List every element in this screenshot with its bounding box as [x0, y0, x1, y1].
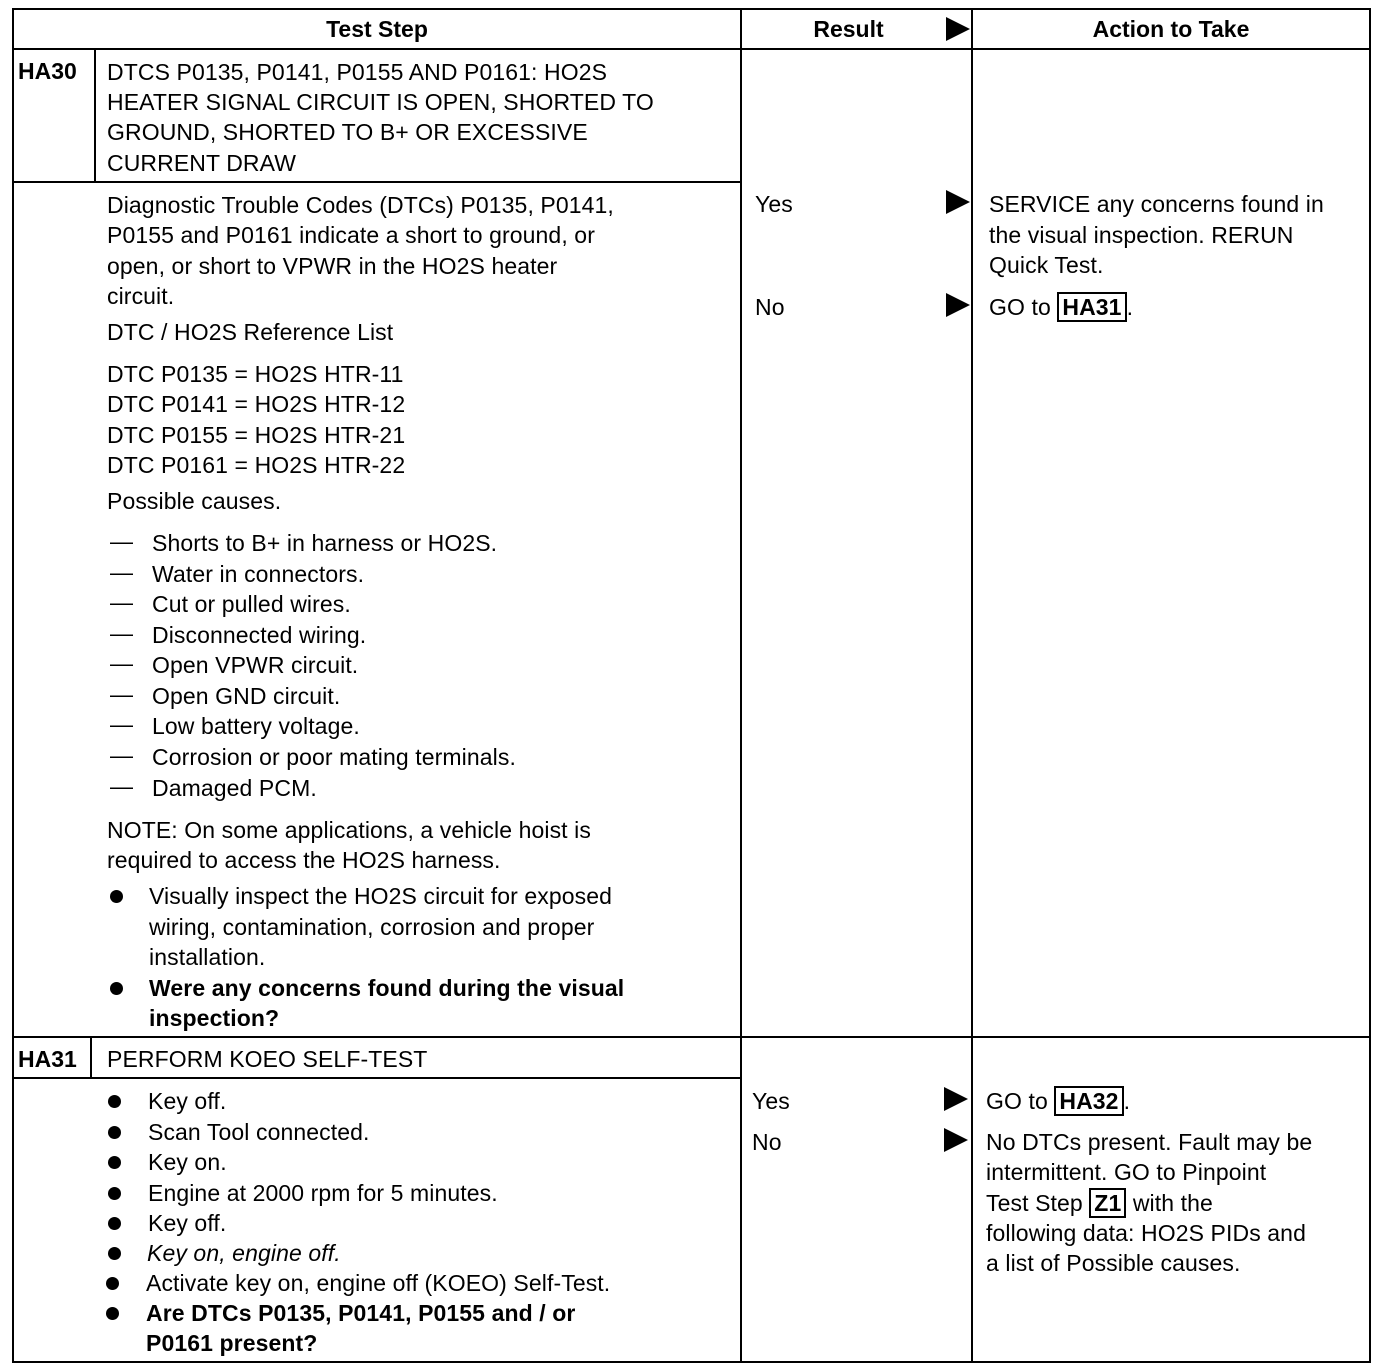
ha30-step-id: HA30 [18, 58, 77, 84]
dash-bullet-icon: — [110, 559, 133, 585]
result-arrow-icon [944, 1087, 968, 1111]
ha32-step-link[interactable]: HA32 [1054, 1086, 1123, 1116]
ha31-question-line: Are DTCs P0135, P0141, P0155 and / or [146, 1300, 576, 1326]
ha30-result-yes: Yes [755, 191, 793, 217]
ha30-question-line: Were any concerns found during the visual [149, 975, 625, 1001]
ha31-no-action-suffix: with the [1132, 1190, 1213, 1216]
table-bottom-border [12, 1361, 1371, 1363]
result-arrow-icon [946, 190, 970, 214]
bullet-dot-icon [110, 890, 123, 903]
ha30-yes-action-line: SERVICE any concerns found in [989, 191, 1324, 217]
ha30-yes-action-line: Quick Test. [989, 252, 1104, 278]
dash-bullet-icon: — [110, 742, 133, 768]
ha31-step-item: Key off. [148, 1210, 227, 1236]
ha30-title-line: DTCS P0135, P0141, P0155 AND P0161: HO2S [107, 59, 608, 85]
ha30-no-action-suffix: . [1126, 294, 1134, 320]
dash-bullet-icon: — [110, 681, 133, 707]
header-bottom-rule [12, 48, 1371, 50]
header-test-step: Test Step [326, 16, 428, 42]
step-separator-rule [12, 1036, 1371, 1038]
ha30-cause-item: Open VPWR circuit. [152, 652, 359, 678]
ha30-cause-item: Disconnected wiring. [152, 622, 367, 648]
header-result: Result [813, 16, 884, 42]
bullet-dot-icon [108, 1095, 121, 1108]
ha30-ref-list-item: DTC P0141 = HO2S HTR-12 [107, 391, 406, 417]
ha31-title: PERFORM KOEO SELF-TEST [107, 1046, 428, 1072]
ha30-ref-list-item: DTC P0161 = HO2S HTR-22 [107, 452, 406, 478]
ha30-intro-line: circuit. [107, 283, 175, 309]
dash-bullet-icon: — [110, 589, 133, 615]
bullet-dot-icon [108, 1126, 121, 1139]
bullet-dot-icon [108, 1247, 121, 1260]
ha30-yes-action-line: the visual inspection. RERUN [989, 222, 1294, 248]
ha30-cause-item: Cut or pulled wires. [152, 591, 351, 617]
ha31-id-divider [90, 1038, 92, 1078]
ha30-result-no: No [755, 294, 785, 320]
dash-bullet-icon: — [110, 620, 133, 646]
ha31-no-action-line: a list of Possible causes. [986, 1250, 1241, 1276]
result-arrow-icon [946, 293, 970, 317]
ha30-cause-item: Damaged PCM. [152, 775, 317, 801]
ha31-yes-action [986, 1086, 1130, 1117]
ha31-no-action-line: No DTCs present. Fault may be [986, 1129, 1313, 1155]
ha31-step-item: Scan Tool connected. [148, 1119, 370, 1145]
ha31-no-action-line: intermittent. GO to Pinpoint [986, 1159, 1267, 1185]
ha31-step-item: Engine at 2000 rpm for 5 minutes. [148, 1180, 498, 1206]
ha30-cause-item: Shorts to B+ in harness or HO2S. [152, 530, 498, 556]
ha31-step-item: Key off. [148, 1088, 227, 1114]
bullet-dot-icon [106, 1307, 119, 1320]
ha30-note-line: NOTE: On some applications, a vehicle hoist is [107, 817, 591, 843]
ha30-instruction-line: wiring, contamination, corrosion and proper [149, 914, 595, 940]
ha30-note-line: required to access the HO2S harness. [107, 847, 501, 873]
ha30-title-line: HEATER SIGNAL CIRCUIT IS OPEN, SHORTED TO [107, 89, 654, 115]
ha31-step-item: Key on. [148, 1149, 227, 1175]
ha30-intro-line: Diagnostic Trouble Codes (DTCs) P0135, P0141, [107, 192, 614, 218]
ha30-no-action [989, 292, 1133, 323]
result-arrow-icon [944, 1128, 968, 1152]
ha31-yes-action-prefix: GO to [986, 1088, 1048, 1114]
bullet-dot-icon [106, 1277, 119, 1290]
z1-step-link[interactable]: Z1 [1089, 1188, 1126, 1218]
result-column-divider [740, 8, 742, 1363]
ha30-ref-list-item: DTC P0155 = HO2S HTR-21 [107, 422, 406, 448]
ha31-result-yes: Yes [752, 1088, 790, 1114]
dash-bullet-icon: — [110, 773, 133, 799]
ha30-ref-list-item: DTC P0135 = HO2S HTR-11 [107, 361, 404, 387]
ha30-title-line: CURRENT DRAW [107, 150, 297, 176]
ha30-id-divider [94, 50, 96, 182]
ha31-title-rule [12, 1077, 742, 1079]
ha31-question-line: P0161 present? [146, 1330, 318, 1356]
bullet-dot-icon [108, 1217, 121, 1230]
table-right-border [1369, 8, 1371, 1363]
table-top-border [12, 8, 1371, 10]
ha31-no-action-line: following data: HO2S PIDs and [986, 1220, 1306, 1246]
ha30-question-line: inspection? [149, 1005, 280, 1031]
ha31-no-action-line [986, 1188, 1213, 1219]
ha30-title-rule [12, 181, 742, 183]
ha30-title-line: GROUND, SHORTED TO B+ OR EXCESSIVE [107, 119, 588, 145]
ha30-cause-item: Low battery voltage. [152, 713, 360, 739]
dash-bullet-icon: — [110, 711, 133, 737]
bullet-dot-icon [108, 1156, 121, 1169]
ha31-no-action-prefix: Test Step [986, 1190, 1083, 1216]
ha30-cause-item: Water in connectors. [152, 561, 365, 587]
ha31-yes-action-suffix: . [1123, 1088, 1131, 1114]
ha30-intro-line: P0155 and P0161 indicate a short to ground, or [107, 222, 595, 248]
bullet-dot-icon [110, 982, 123, 995]
ha31-step-item: Key on, engine off. [147, 1240, 341, 1266]
ha30-instruction-line: installation. [149, 944, 266, 970]
ha31-step-item: Activate key on, engine off (KOEO) Self-Test. [146, 1270, 611, 1296]
ha30-cause-item: Corrosion or poor mating terminals. [152, 744, 516, 770]
dash-bullet-icon: — [110, 650, 133, 676]
header-arrow-icon [946, 17, 970, 41]
ha30-instruction-line: Visually inspect the HO2S circuit for exposed [149, 883, 613, 909]
action-column-divider [971, 8, 973, 1363]
ha31-result-no: No [752, 1129, 782, 1155]
bullet-dot-icon [108, 1187, 121, 1200]
ha30-ref-list-title: DTC / HO2S Reference List [107, 319, 394, 345]
ha31-step-link[interactable]: HA31 [1057, 292, 1126, 322]
ha31-step-id: HA31 [18, 1046, 77, 1072]
ha30-no-action-prefix: GO to [989, 294, 1051, 320]
table-left-border [12, 8, 14, 1363]
ha30-causes-title: Possible causes. [107, 488, 282, 514]
ha30-cause-item: Open GND circuit. [152, 683, 341, 709]
ha30-intro-line: open, or short to VPWR in the HO2S heater [107, 253, 558, 279]
dash-bullet-icon: — [110, 528, 133, 554]
header-action: Action to Take [1092, 16, 1250, 42]
